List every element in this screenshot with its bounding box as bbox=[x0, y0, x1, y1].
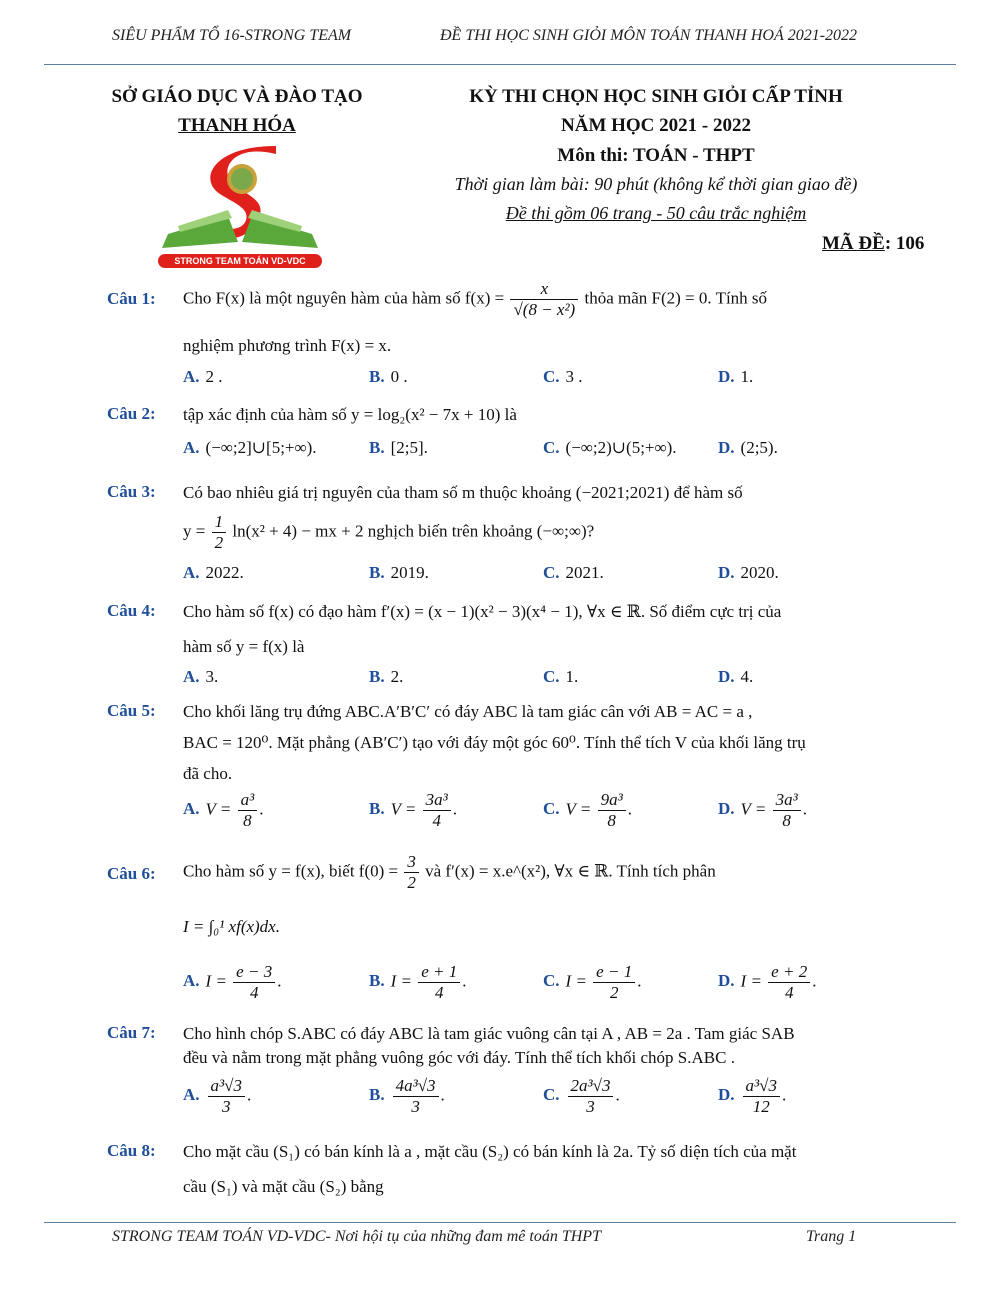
q3-frac-den: 2 bbox=[214, 533, 224, 552]
frac-num: 9a³ bbox=[598, 790, 626, 811]
org-line2: THANH HÓA bbox=[178, 115, 296, 136]
option-text: 2. bbox=[390, 667, 404, 686]
logo-text: STRONG TEAM TOÁN VD-VDC bbox=[174, 256, 306, 266]
q3-line1: Có bao nhiêu giá trị nguyên của tham số m thuộc khoảng (−2021;2021) để hàm số bbox=[183, 483, 743, 502]
footer-left: STRONG TEAM TOÁN VD-VDC- Nơi hội tụ của những đam mê toán THPT bbox=[112, 1228, 601, 1245]
q5-line3: đã cho. bbox=[183, 764, 233, 783]
option-text: (−∞;2]∪[5;+∞). bbox=[205, 438, 317, 457]
q1-label: Câu 1: bbox=[107, 289, 156, 308]
frac-num: e − 3 bbox=[233, 962, 275, 983]
q5-line2: BAC = 120⁰. Mặt phẳng (AB′C′) tạo với đáy một góc 60⁰. Tính thể tích V của khối lăng trụ bbox=[183, 733, 806, 752]
q4-line2: hàm số y = f(x) là bbox=[183, 637, 305, 656]
q7-option-b[interactable]: B. $\frac{\text{4a³√3}}{3}$ . bbox=[369, 1076, 445, 1116]
q3-line2a: y = bbox=[183, 521, 206, 541]
frac-num: 3a³ bbox=[423, 790, 451, 811]
frac-num: e + 2 bbox=[768, 962, 810, 983]
option-lhs: I = bbox=[205, 971, 227, 991]
frac-num: a³√3 bbox=[743, 1076, 780, 1097]
q5-option-c[interactable]: C. V = $\frac{\text{9a³}}{8}$ . bbox=[543, 790, 632, 830]
q6-line1b: và f′(x) = x.e^(x²), ∀x ∈ ℝ. Tính tích phân bbox=[425, 861, 716, 881]
q7-line2: đều và nằm trong mặt phẳng vuông góc với đáy. Tính thể tích khối chóp S.ABC . bbox=[183, 1048, 735, 1067]
frac-num: 4a³√3 bbox=[393, 1076, 439, 1097]
q1-fraction bbox=[510, 279, 578, 320]
q3-line2b: ln(x² + 4) − mx + 2 nghịch biến trên khoảng (−∞;∞)? bbox=[232, 521, 595, 541]
option-letter: C. bbox=[543, 667, 560, 686]
q7-line1: Cho hình chóp S.ABC có đáy ABC là tam giác vuông cân tại A , AB = 2a . Tam giác SAB bbox=[183, 1024, 795, 1043]
q4-option-a[interactable] bbox=[183, 667, 218, 687]
option-lhs: V = bbox=[565, 799, 592, 819]
frac-den: 3 bbox=[222, 1097, 231, 1116]
option-letter: A. bbox=[183, 438, 200, 457]
option-letter: B. bbox=[369, 799, 385, 819]
q4-label: Câu 4: bbox=[107, 601, 156, 620]
q6-frac-num: 3 bbox=[404, 852, 419, 873]
q7-option-a[interactable]: A. $\frac{\text{a³√3}}{3}$ . bbox=[183, 1076, 252, 1116]
q7-option-d[interactable]: D. $\frac{\text{a³√3}}{12}$ . bbox=[718, 1076, 787, 1116]
q7-label: Câu 7: bbox=[107, 1023, 156, 1042]
option-letter: C. bbox=[543, 971, 560, 991]
q6-option-d[interactable]: D. I = $\frac{e + 2}{4}$ . bbox=[718, 962, 817, 1002]
frac-num: e + 1 bbox=[418, 962, 460, 983]
option-text: 1. bbox=[740, 367, 754, 386]
q8-label: Câu 8: bbox=[107, 1141, 156, 1160]
option-text: 3 . bbox=[565, 367, 583, 386]
option-letter: D. bbox=[718, 438, 735, 457]
option-fraction bbox=[773, 790, 801, 831]
q3-option-c[interactable] bbox=[543, 563, 604, 583]
option-lhs: I = bbox=[390, 971, 412, 991]
q6-option-a[interactable]: A. I = $\frac{e - 3}{4}$ . bbox=[183, 962, 282, 1002]
exam-code-value: : 106 bbox=[884, 233, 925, 254]
q5-line1: Cho khối lăng trụ đứng ABC.A′B′C′ có đáy ABC là tam giác cân với AB = AC = a , bbox=[183, 702, 753, 721]
option-letter: D. bbox=[718, 667, 735, 686]
exam-year: NĂM HỌC 2021 - 2022 bbox=[561, 115, 751, 136]
q1-option-b[interactable] bbox=[369, 367, 408, 387]
option-fraction bbox=[393, 1076, 439, 1117]
logo-graphic bbox=[158, 146, 322, 270]
option-fraction bbox=[418, 962, 460, 1003]
frac-den: 12 bbox=[752, 1097, 770, 1116]
q3-option-a[interactable] bbox=[183, 563, 244, 583]
q3-frac-num: 1 bbox=[212, 512, 227, 533]
exam-subject: Môn thi: TOÁN - THPT bbox=[557, 145, 755, 166]
option-text: 0 . bbox=[390, 367, 408, 386]
header-right: ĐỀ THI HỌC SINH GIỎI MÔN TOÁN THANH HOÁ 2021-2022 bbox=[440, 27, 858, 44]
q3-option-d[interactable] bbox=[718, 563, 779, 583]
frac-num: e − 1 bbox=[593, 962, 635, 983]
q6-label: Câu 6: bbox=[107, 864, 156, 883]
header-rule bbox=[44, 64, 956, 65]
option-lhs: V = bbox=[205, 799, 232, 819]
q2-option-c[interactable] bbox=[543, 438, 677, 458]
frac-den: 8 bbox=[782, 811, 791, 830]
q1-line1 bbox=[183, 279, 767, 320]
q1-frac-num: x bbox=[510, 279, 578, 300]
exam-code bbox=[822, 233, 924, 255]
q6-line1a: Cho hàm số y = f(x), biết f(0) = bbox=[183, 861, 399, 881]
frac-num: 2a³√3 bbox=[568, 1076, 614, 1097]
q6-line2: I = ∫₀¹ xf(x)dx. bbox=[183, 917, 280, 936]
option-letter: A. bbox=[183, 563, 200, 582]
option-text: 1. bbox=[565, 667, 579, 686]
strong-team-logo bbox=[158, 146, 322, 270]
frac-den: 4 bbox=[249, 983, 259, 1002]
option-text: 2021. bbox=[565, 563, 604, 582]
option-fraction bbox=[598, 790, 626, 831]
q5-option-d[interactable]: D. V = $\frac{\text{3a³}}{8}$ . bbox=[718, 790, 807, 830]
q6-fraction bbox=[404, 852, 419, 893]
option-text: 4. bbox=[740, 667, 754, 686]
option-fraction bbox=[593, 962, 635, 1003]
header-left: SIÊU PHẨM TỔ 16-STRONG TEAM bbox=[112, 27, 352, 44]
option-letter: D. bbox=[718, 1085, 735, 1105]
option-text: 2019. bbox=[390, 563, 429, 582]
frac-den: 2 bbox=[609, 983, 619, 1002]
option-letter: A. bbox=[183, 971, 200, 991]
q2-option-b[interactable] bbox=[369, 438, 428, 458]
q1-option-d[interactable] bbox=[718, 367, 753, 387]
frac-den: 8 bbox=[607, 811, 616, 830]
option-lhs: V = bbox=[390, 799, 417, 819]
frac-den: 4 bbox=[435, 983, 444, 1002]
frac-num: a³ bbox=[238, 790, 258, 811]
option-letter: D. bbox=[718, 971, 735, 991]
q1-option-c[interactable] bbox=[543, 367, 583, 387]
option-letter: C. bbox=[543, 563, 560, 582]
exam-code-label: MÃ ĐỀ bbox=[822, 233, 885, 254]
q8-line2: cầu (S₁) và mặt cầu (S₂) bằng bbox=[183, 1177, 384, 1196]
q2-option-d[interactable] bbox=[718, 438, 778, 458]
option-fraction bbox=[768, 962, 810, 1003]
org-line1: SỞ GIÁO DỤC VÀ ĐÀO TẠO bbox=[111, 86, 363, 107]
exam-time: Thời gian làm bài: 90 phút (không kể thời gian giao đề) bbox=[454, 174, 858, 194]
option-letter: A. bbox=[183, 1085, 200, 1105]
q5-label: Câu 5: bbox=[107, 701, 156, 720]
frac-den: 4 bbox=[784, 983, 794, 1002]
option-text: (2;5). bbox=[740, 438, 778, 457]
q2-label: Câu 2: bbox=[107, 404, 156, 423]
q6-line1 bbox=[183, 852, 716, 893]
option-letter: B. bbox=[369, 438, 385, 457]
q4-option-d[interactable] bbox=[718, 667, 753, 687]
exam-pages: Đề thi gồm 06 trang - 50 câu trắc nghiệm bbox=[505, 203, 807, 223]
option-lhs: I = bbox=[740, 971, 762, 991]
q6-option-b[interactable]: B. I = $\frac{e + 1}{4}$ . bbox=[369, 962, 467, 1002]
q3-line2 bbox=[183, 512, 594, 553]
frac-den: 8 bbox=[243, 811, 252, 830]
frac-den: 4 bbox=[432, 811, 441, 830]
option-letter: D. bbox=[718, 799, 735, 819]
q6-frac-den: 2 bbox=[407, 873, 416, 892]
q1-line2: nghiệm phương trình F(x) = x. bbox=[183, 336, 392, 355]
option-fraction bbox=[743, 1076, 780, 1117]
option-text: [2;5]. bbox=[390, 438, 428, 457]
q1-line1b: thỏa mãn F(2) = 0. Tính số bbox=[584, 288, 768, 308]
option-fraction bbox=[238, 790, 258, 831]
option-letter: A. bbox=[183, 667, 200, 686]
q4-option-c[interactable] bbox=[543, 667, 578, 687]
q1-line1a: Cho F(x) là một nguyên hàm của hàm số f(x) = bbox=[183, 288, 505, 308]
option-letter: B. bbox=[369, 367, 385, 386]
option-letter: B. bbox=[369, 667, 385, 686]
q4-line1: Cho hàm số f(x) có đạo hàm f′(x) = (x − 1)(x² − 3)(x⁴ − 1), ∀x ∈ ℝ. Số điểm cực trị của bbox=[183, 602, 782, 621]
option-text: 2020. bbox=[740, 563, 779, 582]
q7-option-c[interactable]: C. $\frac{\text{2a³√3}}{3}$ . bbox=[543, 1076, 620, 1116]
option-fraction bbox=[208, 1076, 245, 1117]
exam-title: KỲ THI CHỌN HỌC SINH GIỎI CẤP TỈNH bbox=[469, 86, 843, 107]
option-text: 3. bbox=[205, 667, 219, 686]
q3-option-b[interactable] bbox=[369, 563, 429, 583]
option-letter: C. bbox=[543, 799, 560, 819]
footer-rule bbox=[44, 1222, 956, 1223]
option-letter: B. bbox=[369, 563, 385, 582]
option-lhs: I = bbox=[565, 971, 587, 991]
option-fraction bbox=[423, 790, 451, 831]
option-letter: D. bbox=[718, 563, 735, 582]
q2-option-a[interactable] bbox=[183, 438, 317, 458]
q3-fraction bbox=[212, 512, 227, 553]
option-letter: A. bbox=[183, 799, 200, 819]
option-letter: B. bbox=[369, 1085, 385, 1105]
option-letter: A. bbox=[183, 367, 200, 386]
option-text: (−∞;2)∪(5;+∞). bbox=[565, 438, 677, 457]
frac-den: 3 bbox=[411, 1097, 420, 1116]
q2-line1: tập xác định của hàm số y = log₂(x² − 7x + 10) là bbox=[183, 405, 517, 424]
option-letter: C. bbox=[543, 367, 560, 386]
frac-num: 3a³ bbox=[773, 790, 801, 811]
option-letter: B. bbox=[369, 971, 385, 991]
option-letter: D. bbox=[718, 367, 735, 386]
option-letter: C. bbox=[543, 438, 560, 457]
q5-option-b[interactable]: B. V = $\frac{\text{3a³}}{4}$ . bbox=[369, 790, 458, 830]
option-fraction bbox=[568, 1076, 614, 1117]
option-letter: C. bbox=[543, 1085, 560, 1105]
q1-frac-den: √(8 − x²) bbox=[513, 300, 576, 319]
frac-den: 3 bbox=[586, 1097, 595, 1116]
q6-option-c[interactable]: C. I = $\frac{e - 1}{2}$ . bbox=[543, 962, 642, 1002]
option-text: 2 . bbox=[205, 367, 223, 386]
q4-option-b[interactable] bbox=[369, 667, 403, 687]
option-lhs: V = bbox=[740, 799, 767, 819]
q3-label: Câu 3: bbox=[107, 482, 156, 501]
q8-line1: Cho mặt cầu (S₁) có bán kính là a , mặt cầu (S₂) có bán kính là 2a. Tỷ số diện tích của mặt bbox=[183, 1142, 797, 1161]
option-fraction bbox=[233, 962, 275, 1003]
option-text: 2022. bbox=[205, 563, 244, 582]
page-number: Trang 1 bbox=[806, 1228, 857, 1245]
q5-option-a[interactable]: A. V = $\frac{\text{a³}}{8}$ . bbox=[183, 790, 264, 830]
q1-option-a[interactable] bbox=[183, 367, 223, 387]
frac-num: a³√3 bbox=[208, 1076, 245, 1097]
